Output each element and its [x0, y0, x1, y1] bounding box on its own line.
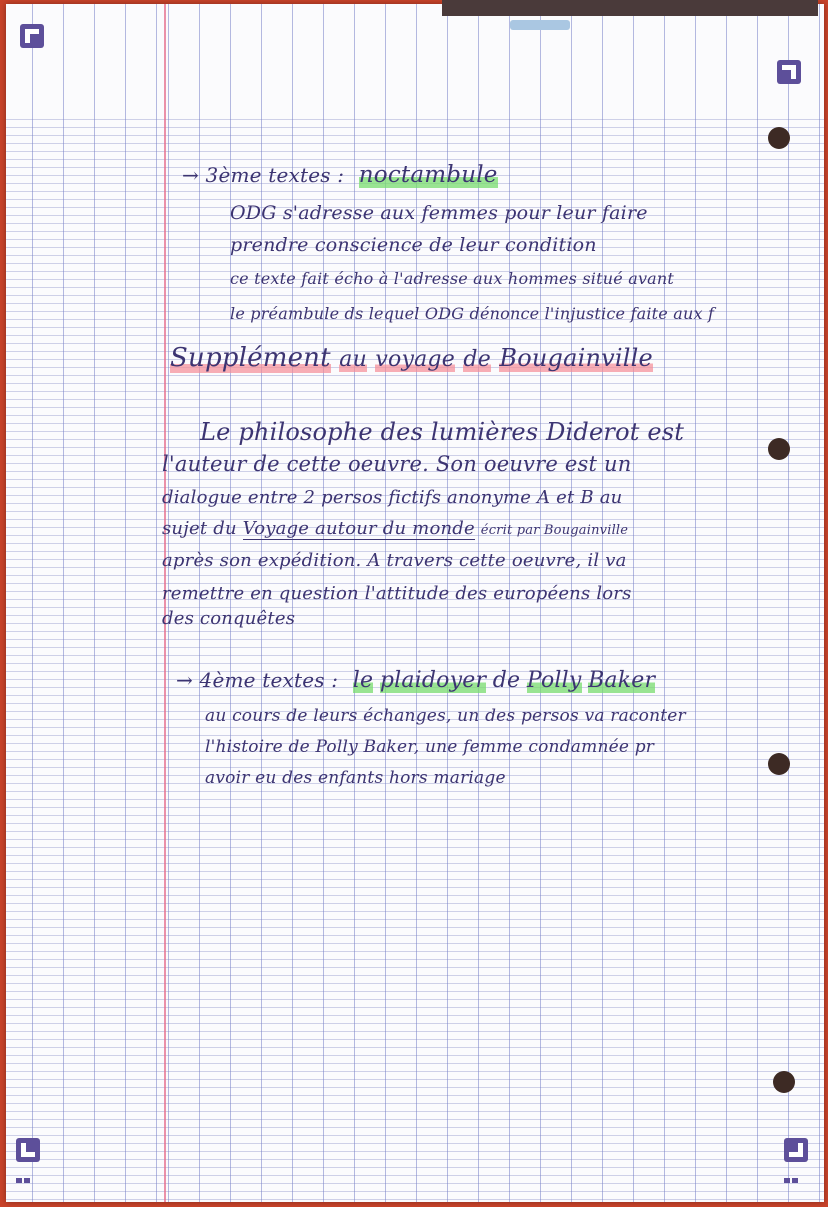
tape-tab	[510, 20, 570, 30]
corner-marker-top-right	[777, 60, 801, 84]
note-line-8	[176, 670, 655, 692]
paragraph-line-3: dialogue entre 2 persos fictifs anonyme A et B au	[162, 487, 623, 508]
note-line-2: ODG s'adresse aux femmes pour leur faire	[230, 202, 648, 224]
note-line-4: ce texte fait écho à l'adresse aux hommes situé avant	[230, 269, 675, 288]
note-line-5: le préambule ds lequel ODG dénonce l'injustice faite aux f	[230, 304, 715, 323]
paragraph-line-6: remettre en question l'attitude des européens lors	[162, 583, 632, 604]
paragraph-line-2: l'auteur de cette oeuvre. Son oeuvre est un	[162, 452, 632, 476]
tape-strip	[442, 0, 818, 16]
p4-text-c: écrit par Bougainville	[480, 523, 629, 538]
note-line-10: l'histoire de Polly Baker, une femme condamnée pr	[205, 737, 655, 757]
title-word-supplement: Supplément	[170, 343, 331, 373]
corner-dots-right	[784, 1168, 808, 1173]
paragraph-line-5: après son expédition. A travers cette oeuvre, il va	[162, 550, 627, 571]
polly-highlight: Polly	[526, 668, 582, 693]
title-word-au: au	[339, 347, 367, 372]
baker-highlight: Baker	[588, 668, 656, 693]
title-word-voyage: voyage	[375, 347, 455, 372]
title-word-bougainville: Bougainville	[499, 344, 653, 372]
corner-marker-bottom-right	[784, 1138, 808, 1162]
note-line-1	[182, 164, 498, 187]
corner-marker-bottom-left	[16, 1138, 40, 1162]
note-line-11: avoir eu des enfants hors mariage	[205, 768, 506, 788]
sheet-top-band	[6, 4, 824, 114]
corner-marker-top-left	[20, 24, 44, 48]
noctambule-highlight: noctambule	[358, 162, 498, 188]
plaidoyer-highlight: plaidoyer	[379, 668, 487, 693]
paragraph-line-1: Le philosophe des lumières Diderot est	[200, 418, 685, 446]
note-line-9: au cours de leurs échanges, un des persos va raconter	[205, 706, 686, 726]
note-line-3: prendre conscience de leur condition	[230, 234, 597, 256]
title-line	[170, 345, 653, 371]
title-word-de: de	[463, 347, 491, 372]
p4-text-a: sujet du	[162, 518, 237, 539]
punch-hole-4	[773, 1071, 795, 1093]
corner-dots-left	[16, 1168, 40, 1173]
le-highlight: le	[352, 668, 374, 693]
punch-hole-1	[768, 127, 790, 149]
p4-book-title: Voyage autour du monde	[242, 518, 475, 539]
section-3-heading: → 3ème textes :	[182, 163, 345, 187]
paragraph-line-4	[162, 520, 628, 538]
punch-hole-3	[768, 753, 790, 775]
de-text: de	[492, 668, 521, 693]
section-4-heading: → 4ème textes :	[176, 668, 339, 692]
paragraph-line-7: des conquêtes	[162, 608, 296, 629]
punch-hole-2	[768, 438, 790, 460]
